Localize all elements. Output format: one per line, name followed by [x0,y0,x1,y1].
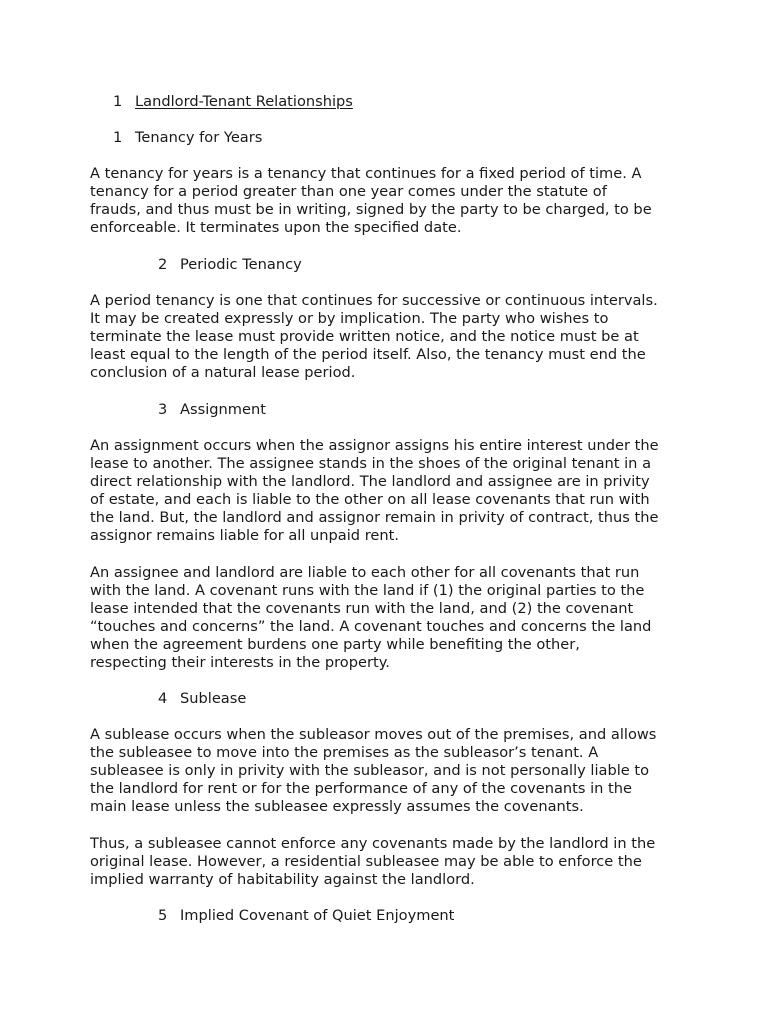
text-line: least equal to the length of the period itself. Also, the tenancy must end the [90,346,646,364]
section-number: 4 [158,690,168,707]
text-line: Thus, a subleasee cannot enforce any covenants made by the landlord in the [90,835,656,852]
text-line: conclusion of a natural lease period. [90,364,356,382]
text-line: lease intended that the covenants run with the land, and (2) the covenant [90,600,634,618]
paragraph-periodic-tenancy [90,292,690,382]
paragraph-sublease-2 [90,835,690,889]
paragraph-assignment-2 [90,564,690,673]
text-line: “touches and concerns” the land. A covenant touches and concerns the land [90,618,652,636]
text-line: original lease. However, a residential subleasee may be able to enforce the [90,853,642,871]
text-line: the land. But, the landlord and assignor remain in privity of contract, thus the [90,509,659,527]
text-line: implied warranty of habitability against the landlord. [90,871,475,889]
text-line: subleasee is only in privity with the subleasor, and is not personally liable to [90,762,650,780]
text-line: A tenancy for years is a tenancy that continues for a fixed period of time. A [90,165,642,182]
text-line: A sublease occurs when the subleasor moves out of the premises, and allows [90,726,657,743]
text-line: terminate the lease must provide written notice, and the notice must be at [90,328,639,346]
text-line: direct relationship with the landlord. The landlord and assignee are in privity [90,473,650,491]
text-line: A period tenancy is one that continues for successive or continuous intervals. [90,292,658,309]
section-number: 5 [158,907,168,924]
text-line: the subleasee to move into the premises as the subleasor’s tenant. A [90,744,599,762]
paragraph-tenancy-for-years [90,165,690,237]
main-heading-number: 1 [113,93,123,110]
section-number: 2 [158,256,168,273]
text-line: tenancy for a period greater than one year comes under the statute of [90,183,607,201]
text-line: main lease unless the subleasee expressly assumes the covenants. [90,798,584,816]
section-title: Periodic Tenancy [180,256,302,273]
section-number: 3 [158,401,168,418]
section-title: Tenancy for Years [135,129,263,146]
section-heading-quiet-enjoyment [158,907,454,925]
section-heading-assignment [158,401,266,419]
text-line: with the land. A covenant runs with the land if (1) the original parties to the [90,582,645,600]
text-line: It may be created expressly or by implication. The party who wishes to [90,310,609,328]
text-line: lease to another. The assignee stands in the shoes of the original tenant in a [90,455,652,473]
section-title: Implied Covenant of Quiet Enjoyment [180,907,455,924]
text-line: frauds, and thus must be in writing, signed by the party to be charged, to be [90,201,652,219]
text-line: assignor remains liable for all unpaid rent. [90,527,399,545]
text-line: of estate, and each is liable to the other on all lease covenants that run with [90,491,650,509]
paragraph-assignment-1 [90,437,690,546]
text-line: An assignee and landlord are liable to each other for all covenants that run [90,564,640,581]
text-line: the landlord for rent or for the performance of any of the covenants in the [90,780,632,798]
main-heading [113,93,353,111]
section-heading-tenancy-for-years [113,129,262,147]
section-title: Sublease [180,690,247,707]
paragraph-sublease-1 [90,726,690,816]
main-heading-title: Landlord-Tenant Relationships [135,93,353,110]
text-line: An assignment occurs when the assignor assigns his entire interest under the [90,437,659,454]
text-line: respecting their interests in the property. [90,654,390,672]
text-line: enforceable. It terminates upon the specified date. [90,219,462,237]
section-number: 1 [113,129,123,146]
section-heading-sublease [158,690,246,708]
text-line: when the agreement burdens one party while benefiting the other, [90,636,580,654]
section-heading-periodic-tenancy [158,256,302,274]
section-title: Assignment [180,401,266,418]
